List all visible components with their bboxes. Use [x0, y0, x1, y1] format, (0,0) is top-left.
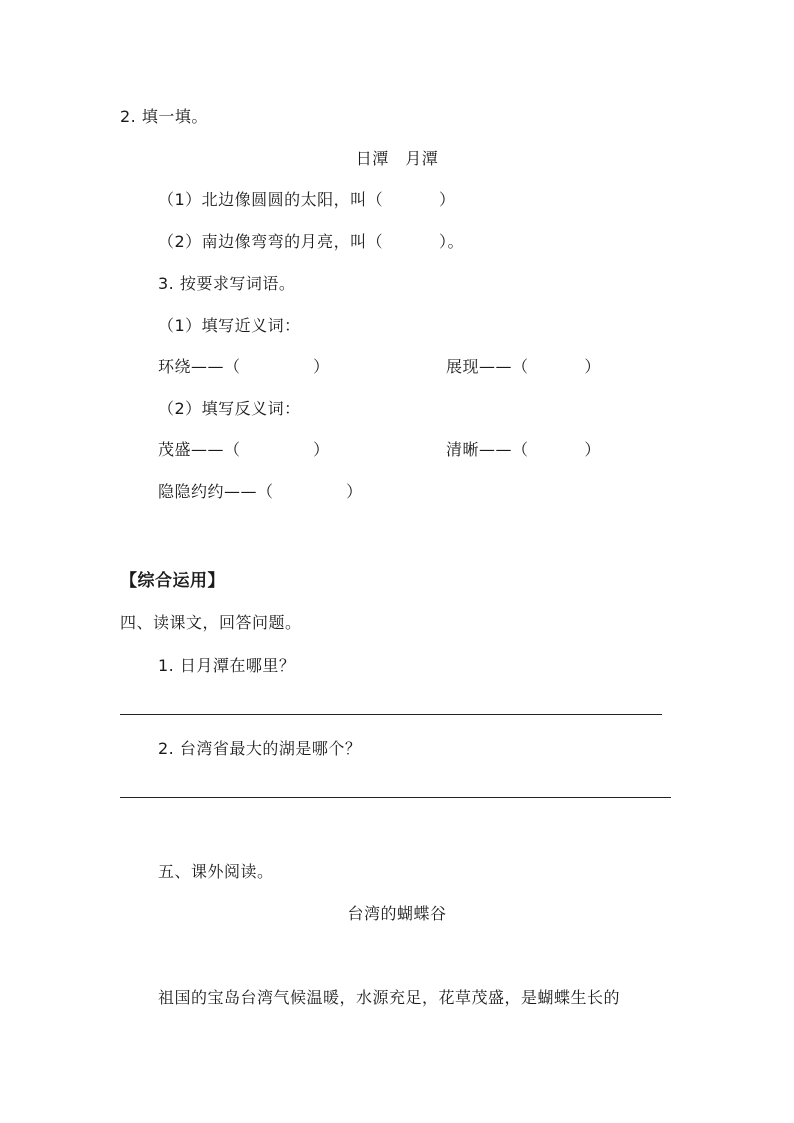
q3-antonym-label: （2）填写反义词： — [158, 399, 301, 418]
section-title: 【综合运用】 — [120, 571, 225, 591]
answer-line-1[interactable] — [120, 714, 662, 715]
part5-heading: 五、课外阅读。 — [158, 862, 274, 881]
q3-antonym-a: 茂盛——（ ） — [158, 440, 330, 459]
q2-word-options: 日潭 月潭 — [355, 149, 439, 168]
q3-synonym-b: 展现——（ ） — [446, 357, 601, 376]
q3-antonym-b: 清晰——（ ） — [446, 440, 601, 459]
q3-synonym-label: （1）填写近义词： — [158, 316, 301, 335]
reading-paragraph: 祖国的宝岛台湾气候温暖，水源充足，花草茂盛，是蝴蝶生长的 — [158, 988, 621, 1007]
q2-item-2: （2）南边像弯弯的月亮，叫（ ）。 — [158, 232, 465, 251]
q3-heading: 3. 按要求写词语。 — [158, 274, 296, 293]
part4-question-2: 2. 台湾省最大的湖是哪个？ — [158, 739, 362, 758]
part4-question-1: 1. 日月潭在哪里？ — [158, 656, 296, 675]
q3-synonym-a: 环绕——（ ） — [158, 357, 330, 376]
q3-antonym-c: 隐隐约约——（ ） — [158, 482, 363, 501]
reading-title: 台湾的蝴蝶谷 — [347, 904, 447, 923]
q2-heading: 2. 填一填。 — [120, 107, 208, 126]
answer-line-2[interactable] — [120, 797, 671, 798]
q2-item-1: （1）北边像圆圆的太阳，叫（ ） — [158, 190, 456, 209]
part4-heading: 四、读课文，回答问题。 — [120, 613, 302, 632]
